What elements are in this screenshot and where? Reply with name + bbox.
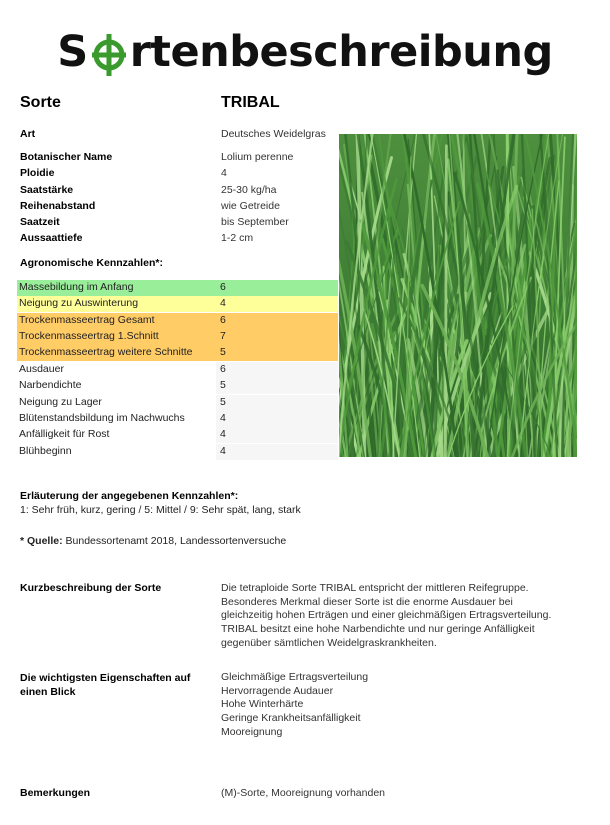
kennzahl-value: 6	[220, 314, 226, 326]
bemerkungen-text: (M)-Sorte, Mooreignung vorhanden	[221, 787, 386, 799]
document-title	[57, 22, 553, 82]
kennzahl-label: Narbendichte	[19, 379, 82, 391]
kennzahl-row	[17, 329, 338, 345]
detail-value-saatzeit: bis September	[221, 216, 289, 228]
kennzahl-value: 6	[220, 281, 226, 293]
kennzahl-label: Trockenmasseertrag Gesamt	[19, 314, 155, 326]
kennzahl-row	[17, 345, 338, 361]
eigenschaften-label-line: einen Blick	[20, 685, 76, 698]
detail-value-art: Deutsches Weidelgras	[221, 128, 326, 140]
quelle-label: * Quelle:	[20, 535, 63, 547]
crosshair-o-logo	[89, 28, 129, 76]
kurzbeschreibung-text	[221, 582, 591, 651]
kennzahl-row	[17, 362, 338, 378]
kennzahl-value: 4	[220, 412, 226, 424]
kennzahl-value: 4	[220, 445, 226, 457]
kennzahl-row	[17, 395, 338, 411]
kennzahl-label: Ausdauer	[19, 363, 64, 375]
kennzahl-row	[17, 444, 338, 460]
detail-value-ploidie: 4	[221, 167, 227, 179]
eigenschaften-list	[221, 671, 591, 740]
bemerkungen-label: Bemerkungen	[20, 787, 91, 799]
kennzahl-value: 6	[220, 363, 226, 375]
quelle-text: Bundessortenamt 2018, Landessortenversuche	[65, 535, 287, 547]
eigenschaft-item: Gleichmäßige Ertragsverteilung	[221, 671, 369, 683]
kennzahl-label: Trockenmasseertrag weitere Schnitte	[19, 346, 193, 358]
quelle-line	[20, 535, 286, 549]
grass-photo	[339, 134, 577, 457]
detail-value-aussaattiefe: 1-2 cm	[221, 232, 254, 244]
kennzahl-label: Neigung zu Auswinterung	[19, 297, 139, 309]
kennzahl-row	[17, 313, 338, 329]
kennzahlen-heading: Agronomische Kennzahlen*:	[20, 257, 163, 269]
detail-label-botanischer-name: Botanischer Name	[20, 151, 113, 163]
detail-label-reihenabstand: Reihenabstand	[20, 200, 96, 212]
kennzahl-row	[17, 296, 338, 312]
kurzbeschreibung-line: TRIBAL besitzt eine hohe Narbendichte und nur geringe Anfälligkeit	[221, 623, 535, 636]
erlaeuterung-text: 1: Sehr früh, kurz, gering / 5: Mittel / 9: Sehr spät, lang, stark	[20, 504, 301, 516]
kennzahl-value: 5	[220, 396, 226, 408]
detail-value-saatstaerke: 25-30 kg/ha	[221, 184, 277, 196]
eigenschaft-item: Geringe Krankheitsanfälligkeit	[221, 712, 361, 725]
kennzahl-value: 4	[220, 428, 226, 440]
eigenschaft-item: Hohe Winterhärte	[221, 698, 304, 711]
kennzahl-value: 5	[220, 346, 226, 358]
detail-label-art: Art	[20, 128, 36, 140]
kennzahl-value: 5	[220, 379, 226, 391]
kennzahl-row	[17, 411, 338, 427]
kurzbeschreibung-line: gleichzeitig hohen Erträgen und einer gleichmäßigen Ertragsverteilung.	[221, 609, 552, 622]
title-suffix: rtenbeschreibung	[129, 27, 553, 77]
kennzahl-value: 7	[220, 330, 226, 342]
eigenschaft-item: Mooreignung	[221, 725, 283, 738]
eigenschaft-item: Hervorragende Audauer	[221, 684, 334, 697]
kurzbeschreibung-line: gegenüber sämtlichen Weidelgraskrankheiten.	[221, 636, 437, 649]
kennzahl-label: Neigung zu Lager	[19, 396, 102, 408]
kurzbeschreibung-line: Die tetraploide Sorte TRIBAL entspricht der mittleren Reifegruppe.	[221, 582, 529, 594]
title-prefix: S	[57, 27, 88, 77]
detail-value-reihenabstand: wie Getreide	[221, 200, 280, 212]
kennzahl-label: Trockenmasseertrag 1.Schnitt	[19, 330, 159, 342]
sorte-label: Sorte	[20, 94, 61, 111]
detail-label-ploidie: Ploidie	[20, 167, 55, 179]
kennzahl-row	[17, 378, 338, 394]
sorte-value: TRIBAL	[221, 94, 280, 111]
eigenschaften-label	[20, 672, 210, 699]
kennzahl-label: Blühbeginn	[19, 445, 72, 457]
kennzahl-label: Blütenstandsbildung im Nachwuchs	[19, 412, 185, 424]
kennzahl-value: 4	[220, 297, 226, 309]
detail-label-saatzeit: Saatzeit	[20, 216, 60, 228]
detail-label-saatstaerke: Saatstärke	[20, 184, 74, 196]
grass-photo-illustration	[339, 134, 577, 457]
eigenschaften-label-line: Die wichtigsten Eigenschaften auf	[20, 672, 191, 684]
kennzahl-row	[17, 427, 338, 443]
kurzbeschreibung-line: Besonderes Merkmal dieser Sorte ist die enorme Ausdauer bei	[221, 595, 513, 608]
document-header	[0, 22, 610, 82]
kennzahl-label: Massebildung im Anfang	[19, 281, 134, 293]
detail-value-botanischer-name: Lolium perenne	[221, 151, 294, 163]
kurzbeschreibung-label: Kurzbeschreibung der Sorte	[20, 582, 162, 594]
kennzahl-label: Anfälligkeit für Rost	[19, 428, 110, 440]
erlaeuterung-heading: Erläuterung der angegebenen Kennzahlen*:	[20, 490, 239, 502]
detail-label-aussaattiefe: Aussaattiefe	[20, 232, 83, 244]
kennzahl-row	[17, 280, 338, 296]
